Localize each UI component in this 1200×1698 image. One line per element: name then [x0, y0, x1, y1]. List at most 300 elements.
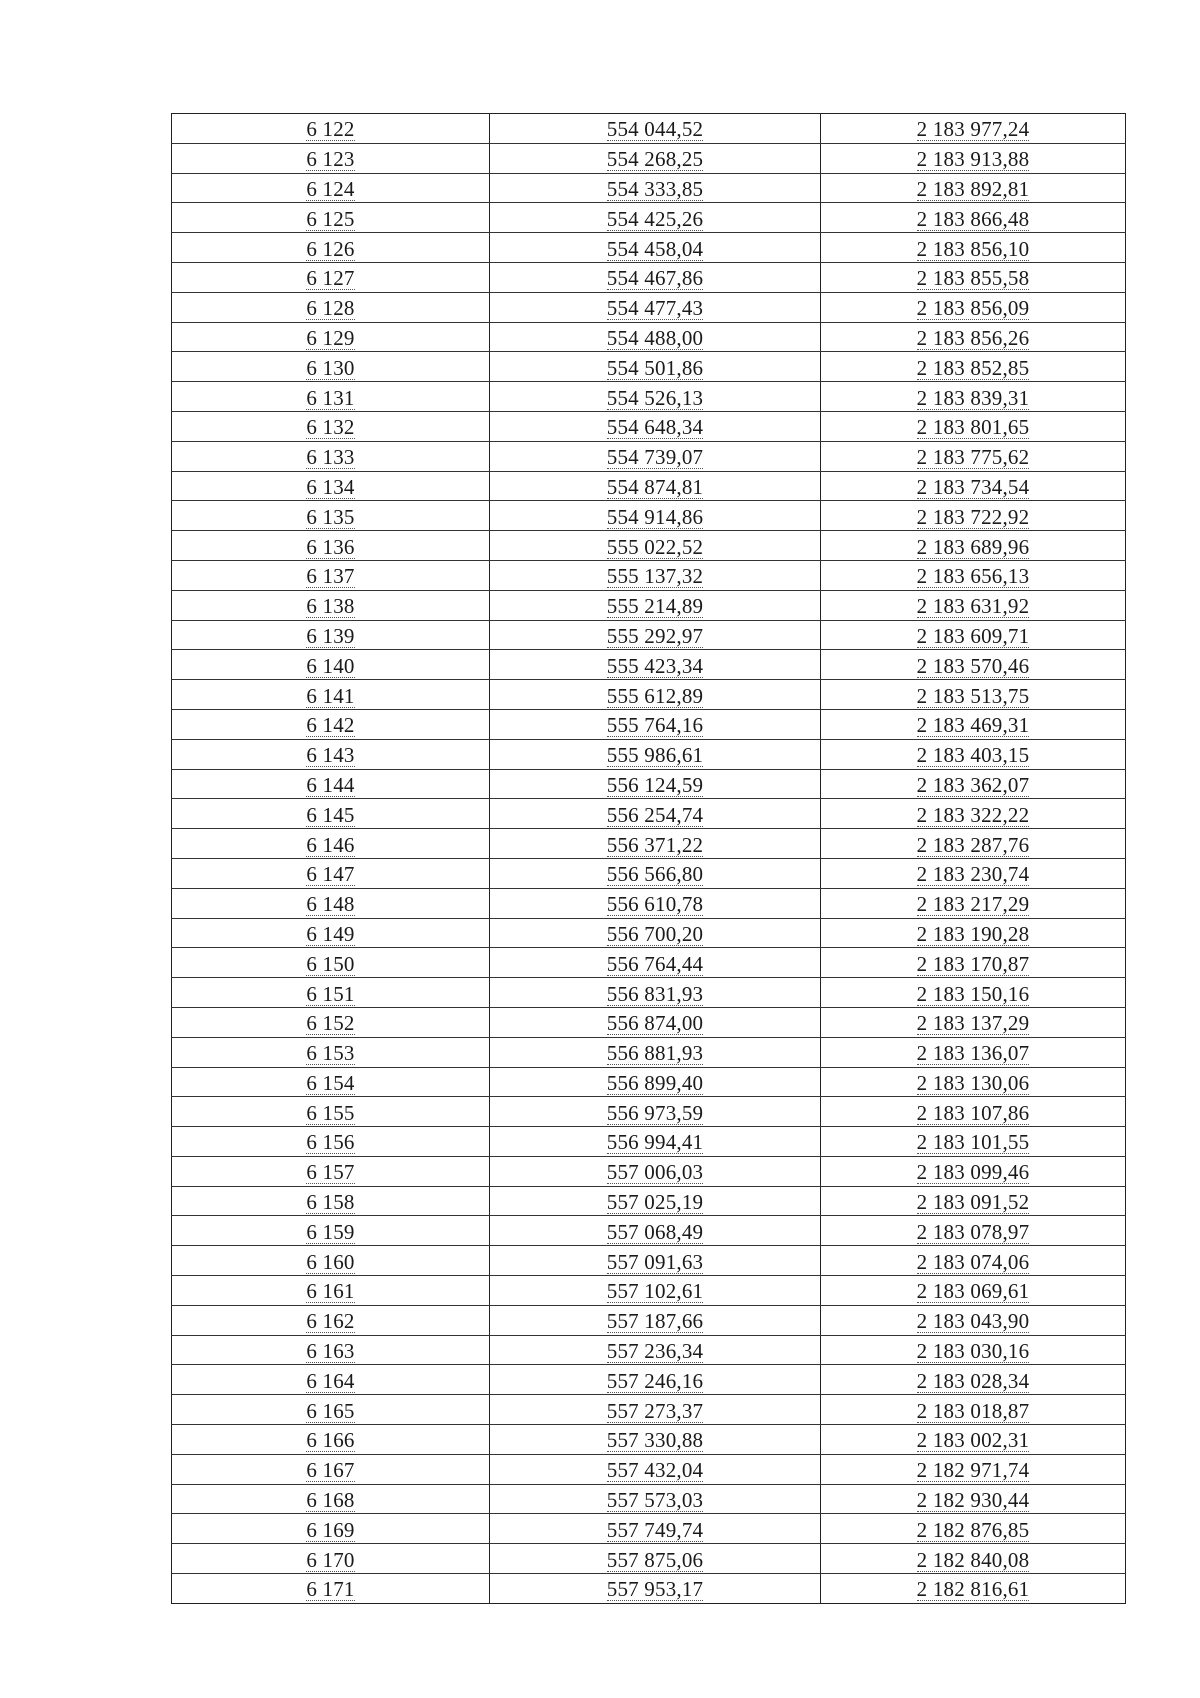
- cell-text: 554 044,52: [606, 117, 704, 142]
- table-row: [172, 1127, 1126, 1157]
- x-coordinate-cell: [490, 1156, 821, 1186]
- point-number-cell: [172, 1246, 490, 1276]
- cell-text: 556 764,44: [606, 951, 704, 976]
- y-coordinate-cell: [821, 531, 1126, 561]
- cell-text: 2 183 362,07: [916, 772, 1030, 797]
- cell-text: 6 127: [306, 266, 355, 291]
- cell-text: 557 006,03: [606, 1160, 704, 1185]
- cell-text: 6 140: [306, 653, 355, 678]
- coordinates-table: [171, 113, 1126, 1604]
- cell-text: 6 147: [306, 862, 355, 887]
- table-row: [172, 888, 1126, 918]
- cell-text: 2 183 190,28: [916, 921, 1030, 946]
- cell-text: 6 154: [306, 1070, 355, 1095]
- x-coordinate-cell: [490, 1186, 821, 1216]
- x-coordinate-cell: [490, 114, 821, 144]
- table-row: [172, 978, 1126, 1008]
- point-number-cell: [172, 1574, 490, 1604]
- x-coordinate-cell: [490, 799, 821, 829]
- cell-text: 555 137,32: [606, 564, 704, 589]
- y-coordinate-cell: [821, 292, 1126, 322]
- point-number-cell: [172, 680, 490, 710]
- table-row: [172, 1305, 1126, 1335]
- cell-text: 2 182 876,85: [916, 1517, 1030, 1542]
- table-row: [172, 1484, 1126, 1514]
- cell-text: 2 183 892,81: [916, 176, 1030, 201]
- x-coordinate-cell: [490, 501, 821, 531]
- cell-text: 557 102,61: [606, 1279, 704, 1304]
- x-coordinate-cell: [490, 590, 821, 620]
- y-coordinate-cell: [821, 948, 1126, 978]
- x-coordinate-cell: [490, 1454, 821, 1484]
- cell-text: 2 183 150,16: [916, 981, 1030, 1006]
- table-row: [172, 829, 1126, 859]
- y-coordinate-cell: [821, 1246, 1126, 1276]
- y-coordinate-cell: [821, 829, 1126, 859]
- cell-text: 6 144: [306, 772, 355, 797]
- point-number-cell: [172, 143, 490, 173]
- table-row: [172, 590, 1126, 620]
- y-coordinate-cell: [821, 322, 1126, 352]
- y-coordinate-cell: [821, 769, 1126, 799]
- x-coordinate-cell: [490, 262, 821, 292]
- cell-text: 555 292,97: [606, 623, 704, 648]
- y-coordinate-cell: [821, 1335, 1126, 1365]
- cell-text: 2 183 866,48: [916, 206, 1030, 231]
- y-coordinate-cell: [821, 1484, 1126, 1514]
- y-coordinate-cell: [821, 918, 1126, 948]
- cell-text: 554 488,00: [606, 325, 704, 350]
- x-coordinate-cell: [490, 1574, 821, 1604]
- x-coordinate-cell: [490, 382, 821, 412]
- point-number-cell: [172, 531, 490, 561]
- table-row: [172, 114, 1126, 144]
- table-row: [172, 680, 1126, 710]
- point-number-cell: [172, 352, 490, 382]
- point-number-cell: [172, 1127, 490, 1157]
- cell-text: 2 183 099,46: [916, 1160, 1030, 1185]
- point-number-cell: [172, 1484, 490, 1514]
- table-row: [172, 173, 1126, 203]
- cell-text: 6 161: [306, 1279, 355, 1304]
- point-number-cell: [172, 709, 490, 739]
- cell-text: 6 135: [306, 504, 355, 529]
- cell-text: 6 169: [306, 1517, 355, 1542]
- cell-text: 2 183 775,62: [916, 445, 1030, 470]
- table-row: [172, 1216, 1126, 1246]
- cell-text: 2 183 403,15: [916, 743, 1030, 768]
- x-coordinate-cell: [490, 441, 821, 471]
- cell-text: 6 160: [306, 1249, 355, 1274]
- cell-text: 556 899,40: [606, 1070, 704, 1095]
- y-coordinate-cell: [821, 233, 1126, 263]
- cell-text: 2 182 930,44: [916, 1488, 1030, 1513]
- table-row: [172, 501, 1126, 531]
- y-coordinate-cell: [821, 382, 1126, 412]
- cell-text: 557 246,16: [606, 1368, 704, 1393]
- cell-text: 554 874,81: [606, 474, 704, 499]
- cell-text: 6 139: [306, 623, 355, 648]
- cell-text: 6 148: [306, 892, 355, 917]
- cell-text: 556 371,22: [606, 832, 704, 857]
- y-coordinate-cell: [821, 650, 1126, 680]
- cell-text: 557 236,34: [606, 1339, 704, 1364]
- cell-text: 6 151: [306, 981, 355, 1006]
- x-coordinate-cell: [490, 292, 821, 322]
- x-coordinate-cell: [490, 1097, 821, 1127]
- x-coordinate-cell: [490, 948, 821, 978]
- table-row: [172, 143, 1126, 173]
- cell-text: 2 183 839,31: [916, 385, 1030, 410]
- point-number-cell: [172, 1514, 490, 1544]
- cell-text: 557 025,19: [606, 1190, 704, 1215]
- point-number-cell: [172, 292, 490, 322]
- cell-text: 2 182 971,74: [916, 1458, 1030, 1483]
- cell-text: 2 183 137,29: [916, 1011, 1030, 1036]
- y-coordinate-cell: [821, 1574, 1126, 1604]
- cell-text: 556 254,74: [606, 802, 704, 827]
- cell-text: 2 183 074,06: [916, 1249, 1030, 1274]
- point-number-cell: [172, 1007, 490, 1037]
- cell-text: 554 739,07: [606, 445, 704, 470]
- point-number-cell: [172, 1037, 490, 1067]
- y-coordinate-cell: [821, 858, 1126, 888]
- x-coordinate-cell: [490, 1007, 821, 1037]
- point-number-cell: [172, 262, 490, 292]
- point-number-cell: [172, 471, 490, 501]
- cell-text: 6 162: [306, 1309, 355, 1334]
- cell-text: 2 183 977,24: [916, 117, 1030, 142]
- cell-text: 2 183 069,61: [916, 1279, 1030, 1304]
- y-coordinate-cell: [821, 1276, 1126, 1306]
- y-coordinate-cell: [821, 501, 1126, 531]
- table-row: [172, 441, 1126, 471]
- x-coordinate-cell: [490, 173, 821, 203]
- cell-text: 6 125: [306, 206, 355, 231]
- x-coordinate-cell: [490, 322, 821, 352]
- cell-text: 2 183 801,65: [916, 415, 1030, 440]
- cell-text: 2 183 913,88: [916, 147, 1030, 172]
- cell-text: 6 155: [306, 1100, 355, 1125]
- cell-text: 557 749,74: [606, 1517, 704, 1542]
- cell-text: 555 612,89: [606, 683, 704, 708]
- cell-text: 6 157: [306, 1160, 355, 1185]
- y-coordinate-cell: [821, 203, 1126, 233]
- point-number-cell: [172, 1365, 490, 1395]
- cell-text: 6 164: [306, 1368, 355, 1393]
- cell-text: 2 183 028,34: [916, 1368, 1030, 1393]
- cell-text: 557 187,66: [606, 1309, 704, 1334]
- x-coordinate-cell: [490, 888, 821, 918]
- cell-text: 6 158: [306, 1190, 355, 1215]
- cell-text: 6 138: [306, 594, 355, 619]
- point-number-cell: [172, 1395, 490, 1425]
- cell-text: 2 183 287,76: [916, 832, 1030, 857]
- table-row: [172, 352, 1126, 382]
- cell-text: 554 467,86: [606, 266, 704, 291]
- cell-text: 6 123: [306, 147, 355, 172]
- cell-text: 2 183 002,31: [916, 1428, 1030, 1453]
- cell-text: 6 146: [306, 832, 355, 857]
- y-coordinate-cell: [821, 590, 1126, 620]
- x-coordinate-cell: [490, 739, 821, 769]
- table-row: [172, 620, 1126, 650]
- y-coordinate-cell: [821, 471, 1126, 501]
- x-coordinate-cell: [490, 531, 821, 561]
- cell-text: 6 167: [306, 1458, 355, 1483]
- point-number-cell: [172, 173, 490, 203]
- cell-text: 2 182 816,61: [916, 1577, 1030, 1602]
- cell-text: 6 143: [306, 743, 355, 768]
- x-coordinate-cell: [490, 203, 821, 233]
- y-coordinate-cell: [821, 114, 1126, 144]
- cell-text: 6 156: [306, 1130, 355, 1155]
- table-row: [172, 322, 1126, 352]
- y-coordinate-cell: [821, 1127, 1126, 1157]
- cell-text: 557 875,06: [606, 1547, 704, 1572]
- cell-text: 6 168: [306, 1488, 355, 1513]
- cell-text: 557 330,88: [606, 1428, 704, 1453]
- x-coordinate-cell: [490, 1037, 821, 1067]
- x-coordinate-cell: [490, 1544, 821, 1574]
- cell-text: 2 183 078,97: [916, 1219, 1030, 1244]
- y-coordinate-cell: [821, 1365, 1126, 1395]
- cell-text: 2 183 631,92: [916, 594, 1030, 619]
- y-coordinate-cell: [821, 1186, 1126, 1216]
- y-coordinate-cell: [821, 680, 1126, 710]
- point-number-cell: [172, 1454, 490, 1484]
- cell-text: 6 126: [306, 236, 355, 261]
- cell-text: 555 423,34: [606, 653, 704, 678]
- cell-text: 557 273,37: [606, 1398, 704, 1423]
- x-coordinate-cell: [490, 1067, 821, 1097]
- cell-text: 2 183 734,54: [916, 474, 1030, 499]
- point-number-cell: [172, 799, 490, 829]
- table-row: [172, 1246, 1126, 1276]
- cell-text: 2 183 570,46: [916, 653, 1030, 678]
- cell-text: 2 183 856,10: [916, 236, 1030, 261]
- cell-text: 6 142: [306, 713, 355, 738]
- point-number-cell: [172, 411, 490, 441]
- x-coordinate-cell: [490, 1276, 821, 1306]
- cell-text: 6 124: [306, 176, 355, 201]
- y-coordinate-cell: [821, 1454, 1126, 1484]
- cell-text: 6 141: [306, 683, 355, 708]
- table-row: [172, 1186, 1126, 1216]
- point-number-cell: [172, 739, 490, 769]
- cell-text: 2 183 609,71: [916, 623, 1030, 648]
- y-coordinate-cell: [821, 352, 1126, 382]
- table-row: [172, 948, 1126, 978]
- point-number-cell: [172, 1544, 490, 1574]
- x-coordinate-cell: [490, 1365, 821, 1395]
- table-row: [172, 1425, 1126, 1455]
- cell-text: 2 183 513,75: [916, 683, 1030, 708]
- cell-text: 6 159: [306, 1219, 355, 1244]
- cell-text: 2 183 855,58: [916, 266, 1030, 291]
- table-row: [172, 709, 1126, 739]
- point-number-cell: [172, 1186, 490, 1216]
- point-number-cell: [172, 1067, 490, 1097]
- y-coordinate-cell: [821, 1544, 1126, 1574]
- cell-text: 6 129: [306, 325, 355, 350]
- table-row: [172, 858, 1126, 888]
- cell-text: 6 130: [306, 355, 355, 380]
- point-number-cell: [172, 918, 490, 948]
- cell-text: 6 122: [306, 117, 355, 142]
- point-number-cell: [172, 1305, 490, 1335]
- table-row: [172, 262, 1126, 292]
- x-coordinate-cell: [490, 1425, 821, 1455]
- cell-text: 6 137: [306, 564, 355, 589]
- y-coordinate-cell: [821, 1514, 1126, 1544]
- y-coordinate-cell: [821, 1097, 1126, 1127]
- point-number-cell: [172, 620, 490, 650]
- cell-text: 554 333,85: [606, 176, 704, 201]
- point-number-cell: [172, 322, 490, 352]
- cell-text: 556 610,78: [606, 892, 704, 917]
- cell-text: 557 068,49: [606, 1219, 704, 1244]
- table-row: [172, 471, 1126, 501]
- cell-text: 555 214,89: [606, 594, 704, 619]
- point-number-cell: [172, 501, 490, 531]
- point-number-cell: [172, 590, 490, 620]
- cell-text: 555 986,61: [606, 743, 704, 768]
- cell-text: 6 171: [306, 1577, 355, 1602]
- x-coordinate-cell: [490, 918, 821, 948]
- table-row: [172, 1007, 1126, 1037]
- cell-text: 556 566,80: [606, 862, 704, 887]
- y-coordinate-cell: [821, 1305, 1126, 1335]
- point-number-cell: [172, 1425, 490, 1455]
- table-row: [172, 560, 1126, 590]
- y-coordinate-cell: [821, 411, 1126, 441]
- cell-text: 2 183 170,87: [916, 951, 1030, 976]
- cell-text: 556 874,00: [606, 1011, 704, 1036]
- point-number-cell: [172, 888, 490, 918]
- y-coordinate-cell: [821, 262, 1126, 292]
- table-row: [172, 769, 1126, 799]
- table-row: [172, 1365, 1126, 1395]
- point-number-cell: [172, 1276, 490, 1306]
- x-coordinate-cell: [490, 978, 821, 1008]
- x-coordinate-cell: [490, 560, 821, 590]
- cell-text: 2 183 689,96: [916, 534, 1030, 559]
- cell-text: 554 526,13: [606, 385, 704, 410]
- cell-text: 2 183 107,86: [916, 1100, 1030, 1125]
- cell-text: 556 881,93: [606, 1041, 704, 1066]
- cell-text: 2 182 840,08: [916, 1547, 1030, 1572]
- x-coordinate-cell: [490, 352, 821, 382]
- point-number-cell: [172, 441, 490, 471]
- y-coordinate-cell: [821, 1037, 1126, 1067]
- point-number-cell: [172, 560, 490, 590]
- cell-text: 557 432,04: [606, 1458, 704, 1483]
- cell-text: 556 994,41: [606, 1130, 704, 1155]
- cell-text: 2 183 217,29: [916, 892, 1030, 917]
- cell-text: 2 183 469,31: [916, 713, 1030, 738]
- table-row: [172, 1454, 1126, 1484]
- x-coordinate-cell: [490, 471, 821, 501]
- y-coordinate-cell: [821, 888, 1126, 918]
- cell-text: 6 170: [306, 1547, 355, 1572]
- cell-text: 6 145: [306, 802, 355, 827]
- y-coordinate-cell: [821, 441, 1126, 471]
- point-number-cell: [172, 650, 490, 680]
- y-coordinate-cell: [821, 739, 1126, 769]
- point-number-cell: [172, 948, 490, 978]
- cell-text: 6 133: [306, 445, 355, 470]
- y-coordinate-cell: [821, 1156, 1126, 1186]
- cell-text: 6 153: [306, 1041, 355, 1066]
- table-row: [172, 650, 1126, 680]
- cell-text: 2 183 136,07: [916, 1041, 1030, 1066]
- table-row: [172, 739, 1126, 769]
- y-coordinate-cell: [821, 560, 1126, 590]
- point-number-cell: [172, 858, 490, 888]
- cell-text: 2 183 852,85: [916, 355, 1030, 380]
- cell-text: 6 150: [306, 951, 355, 976]
- cell-text: 556 700,20: [606, 921, 704, 946]
- point-number-cell: [172, 1097, 490, 1127]
- cell-text: 554 648,34: [606, 415, 704, 440]
- cell-text: 6 132: [306, 415, 355, 440]
- cell-text: 554 268,25: [606, 147, 704, 172]
- table-row: [172, 1335, 1126, 1365]
- cell-text: 555 764,16: [606, 713, 704, 738]
- cell-text: 554 914,86: [606, 504, 704, 529]
- table-row: [172, 1395, 1126, 1425]
- cell-text: 2 183 018,87: [916, 1398, 1030, 1423]
- cell-text: 6 128: [306, 296, 355, 321]
- coordinates-table-body: [172, 114, 1126, 1604]
- table-row: [172, 918, 1126, 948]
- x-coordinate-cell: [490, 1305, 821, 1335]
- table-row: [172, 382, 1126, 412]
- table-row: [172, 1544, 1126, 1574]
- cell-text: 2 183 130,06: [916, 1070, 1030, 1095]
- cell-text: 6 131: [306, 385, 355, 410]
- cell-text: 2 183 856,09: [916, 296, 1030, 321]
- cell-text: 557 953,17: [606, 1577, 704, 1602]
- cell-text: 554 477,43: [606, 296, 704, 321]
- table-row: [172, 1574, 1126, 1604]
- x-coordinate-cell: [490, 1395, 821, 1425]
- x-coordinate-cell: [490, 769, 821, 799]
- cell-text: 6 134: [306, 474, 355, 499]
- cell-text: 555 022,52: [606, 534, 704, 559]
- table-row: [172, 233, 1126, 263]
- point-number-cell: [172, 1216, 490, 1246]
- table-row: [172, 411, 1126, 441]
- cell-text: 2 183 043,90: [916, 1309, 1030, 1334]
- cell-text: 6 165: [306, 1398, 355, 1423]
- point-number-cell: [172, 829, 490, 859]
- table-row: [172, 1276, 1126, 1306]
- point-number-cell: [172, 203, 490, 233]
- x-coordinate-cell: [490, 650, 821, 680]
- y-coordinate-cell: [821, 1425, 1126, 1455]
- cell-text: 2 183 322,22: [916, 802, 1030, 827]
- cell-text: 557 573,03: [606, 1488, 704, 1513]
- table-row: [172, 1156, 1126, 1186]
- point-number-cell: [172, 1335, 490, 1365]
- x-coordinate-cell: [490, 1246, 821, 1276]
- y-coordinate-cell: [821, 978, 1126, 1008]
- table-row: [172, 531, 1126, 561]
- cell-text: 2 183 230,74: [916, 862, 1030, 887]
- x-coordinate-cell: [490, 858, 821, 888]
